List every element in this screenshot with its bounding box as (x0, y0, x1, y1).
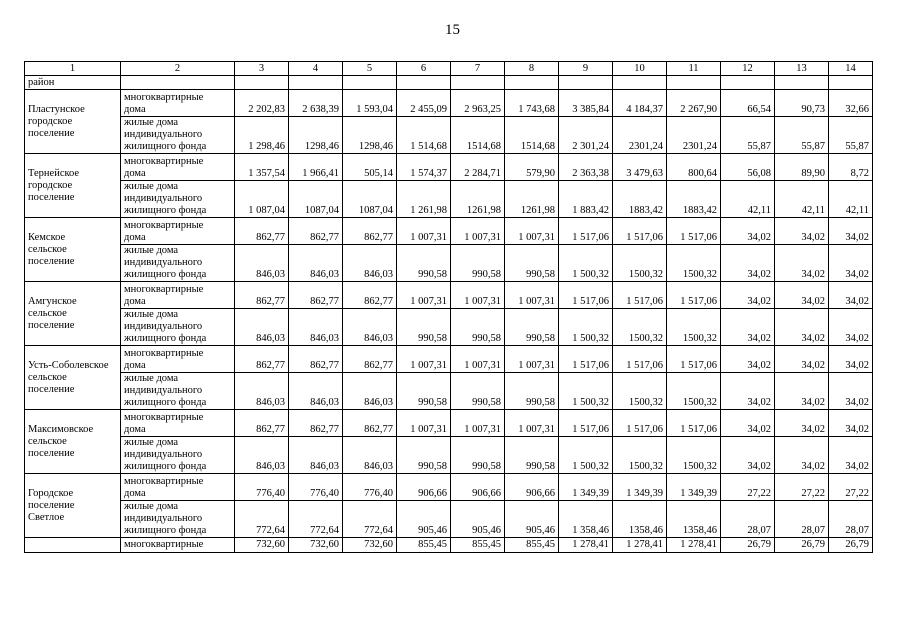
page-number: 15 (445, 22, 460, 38)
value-cell: 34,02 (775, 410, 829, 437)
value-cell: 1 007,31 (451, 346, 505, 373)
value-cell: 990,58 (397, 309, 451, 346)
value-cell: 579,90 (505, 154, 559, 181)
value-cell: 1261,98 (451, 181, 505, 218)
value-cell: 846,03 (289, 437, 343, 474)
value-cell: 1358,46 (613, 501, 667, 538)
value-cell: 1 517,06 (613, 346, 667, 373)
value-cell: 2 638,39 (289, 90, 343, 117)
value-cell: 34,02 (775, 218, 829, 245)
value-cell: 1500,32 (667, 309, 721, 346)
value-cell: 1 500,32 (559, 245, 613, 282)
value-cell: 27,22 (775, 474, 829, 501)
value-cell: 34,02 (829, 245, 873, 282)
value-cell: 1 007,31 (451, 410, 505, 437)
value-cell: 1500,32 (613, 309, 667, 346)
value-cell: 1298,46 (289, 117, 343, 154)
value-cell: 990,58 (397, 437, 451, 474)
table-row (25, 282, 873, 309)
housing-type: многоквартирные дома (121, 410, 235, 437)
value-cell: 34,02 (721, 245, 775, 282)
value-cell: 27,22 (721, 474, 775, 501)
value-cell: 1 517,06 (559, 346, 613, 373)
value-cell: 990,58 (505, 373, 559, 410)
value-cell: 34,02 (775, 437, 829, 474)
table-row (25, 218, 873, 245)
value-cell: 846,03 (289, 245, 343, 282)
value-cell: 1 593,04 (343, 90, 397, 117)
column-header: 8 (505, 62, 559, 76)
value-cell: 846,03 (235, 437, 289, 474)
value-cell: 34,02 (721, 346, 775, 373)
value-cell: 1087,04 (343, 181, 397, 218)
table-row (25, 346, 873, 373)
column-header: 9 (559, 62, 613, 76)
housing-type: жилые дома индивидуального жилищного фонда (121, 181, 235, 218)
column-header: 4 (289, 62, 343, 76)
value-cell: 34,02 (775, 373, 829, 410)
value-cell: 28,07 (721, 501, 775, 538)
housing-type: многоквартирные дома (121, 90, 235, 117)
housing-type: жилые дома индивидуального жилищного фонда (121, 117, 235, 154)
housing-type: жилые дома индивидуального жилищного фонда (121, 501, 235, 538)
value-cell: 1 007,31 (397, 410, 451, 437)
value-cell: 34,02 (721, 437, 775, 474)
value-cell: 1 007,31 (505, 218, 559, 245)
table-row (25, 410, 873, 437)
column-header: 13 (775, 62, 829, 76)
value-cell: 862,77 (289, 410, 343, 437)
value-cell: 1 517,06 (667, 346, 721, 373)
value-cell: 1 007,31 (505, 282, 559, 309)
column-header: 12 (721, 62, 775, 76)
value-cell: 1 007,31 (505, 410, 559, 437)
value-cell: 8,72 (829, 154, 873, 181)
value-cell: 2301,24 (667, 117, 721, 154)
value-cell: 1500,32 (667, 373, 721, 410)
value-cell: 1 087,04 (235, 181, 289, 218)
housing-type: многоквартирные дома (121, 474, 235, 501)
value-cell: 1298,46 (343, 117, 397, 154)
value-cell: 1 517,06 (613, 218, 667, 245)
settlement-name (25, 538, 121, 553)
value-cell: 990,58 (451, 437, 505, 474)
value-cell: 34,02 (775, 282, 829, 309)
value-cell: 28,07 (775, 501, 829, 538)
value-cell: 1 007,31 (451, 218, 505, 245)
value-cell: 4 184,37 (613, 90, 667, 117)
value-cell: 846,03 (235, 245, 289, 282)
value-cell: 1 349,39 (613, 474, 667, 501)
value-cell: 89,90 (775, 154, 829, 181)
column-header: 14 (829, 62, 873, 76)
value-cell: 1500,32 (667, 245, 721, 282)
value-cell: 27,22 (829, 474, 873, 501)
table-row (25, 90, 873, 117)
housing-type: многоквартирные дома (121, 282, 235, 309)
value-cell: 855,45 (451, 538, 505, 553)
value-cell: 55,87 (829, 117, 873, 154)
value-cell: 862,77 (235, 282, 289, 309)
value-cell: 862,77 (235, 346, 289, 373)
table-row (25, 501, 873, 538)
value-cell: 34,02 (829, 373, 873, 410)
column-header: 2 (121, 62, 235, 76)
settlement-name: Максимовское сельское поселение (25, 410, 121, 474)
value-cell: 1 500,32 (559, 373, 613, 410)
value-cell: 26,79 (721, 538, 775, 553)
value-cell: 1 007,31 (397, 282, 451, 309)
value-cell: 862,77 (343, 346, 397, 373)
housing-type: многоквартирные дома (121, 154, 235, 181)
value-cell: 1 517,06 (667, 410, 721, 437)
value-cell: 846,03 (235, 373, 289, 410)
table-row (25, 538, 873, 553)
table-row (25, 245, 873, 282)
value-cell: 2 202,83 (235, 90, 289, 117)
table-row (25, 437, 873, 474)
value-cell: 34,02 (775, 309, 829, 346)
value-cell: 1514,68 (451, 117, 505, 154)
value-cell: 990,58 (505, 245, 559, 282)
value-cell: 862,77 (289, 346, 343, 373)
value-cell: 905,46 (505, 501, 559, 538)
value-cell: 2 284,71 (451, 154, 505, 181)
value-cell: 90,73 (775, 90, 829, 117)
table-row (25, 373, 873, 410)
settlement-name: Кемское сельское поселение (25, 218, 121, 282)
value-cell: 862,77 (289, 282, 343, 309)
value-cell: 56,08 (721, 154, 775, 181)
value-cell: 1 357,54 (235, 154, 289, 181)
column-header: 10 (613, 62, 667, 76)
settlement-name: Пластунское городское поселение (25, 90, 121, 154)
value-cell: 862,77 (343, 282, 397, 309)
value-cell: 32,66 (829, 90, 873, 117)
value-cell: 1514,68 (505, 117, 559, 154)
column-number-row (25, 62, 873, 76)
value-cell: 905,46 (397, 501, 451, 538)
column-header: 7 (451, 62, 505, 76)
table-row (25, 117, 873, 154)
value-cell: 1 517,06 (613, 410, 667, 437)
value-cell: 846,03 (289, 373, 343, 410)
value-cell: 34,02 (721, 410, 775, 437)
value-cell: 1 514,68 (397, 117, 451, 154)
column-header: 6 (397, 62, 451, 76)
value-cell: 846,03 (343, 373, 397, 410)
value-cell: 1 278,41 (667, 538, 721, 553)
value-cell: 34,02 (721, 373, 775, 410)
value-cell: 906,66 (505, 474, 559, 501)
value-cell: 1 298,46 (235, 117, 289, 154)
value-cell: 990,58 (505, 309, 559, 346)
value-cell: 1 517,06 (613, 282, 667, 309)
value-cell: 1 517,06 (559, 282, 613, 309)
value-cell: 905,46 (451, 501, 505, 538)
table-row (25, 309, 873, 346)
column-header: 1 (25, 62, 121, 76)
value-cell: 3 479,63 (613, 154, 667, 181)
column-header: 5 (343, 62, 397, 76)
value-cell: 26,79 (775, 538, 829, 553)
value-cell: 862,77 (235, 218, 289, 245)
value-cell: 1 574,37 (397, 154, 451, 181)
value-cell: 55,87 (775, 117, 829, 154)
value-cell: 2 301,24 (559, 117, 613, 154)
raion-label: район (25, 76, 121, 90)
value-cell: 1 517,06 (559, 218, 613, 245)
value-cell: 55,87 (721, 117, 775, 154)
value-cell: 1261,98 (505, 181, 559, 218)
value-cell: 846,03 (235, 309, 289, 346)
value-cell: 732,60 (235, 538, 289, 553)
housing-type: многоквартирные (121, 538, 235, 553)
housing-type: жилые дома индивидуального жилищного фонда (121, 245, 235, 282)
value-cell: 1 007,31 (397, 346, 451, 373)
value-cell: 990,58 (397, 373, 451, 410)
value-cell: 34,02 (829, 410, 873, 437)
value-cell: 772,64 (235, 501, 289, 538)
value-cell: 1 007,31 (397, 218, 451, 245)
value-cell: 1 883,42 (559, 181, 613, 218)
housing-type: жилые дома индивидуального жилищного фонда (121, 437, 235, 474)
value-cell: 2 363,38 (559, 154, 613, 181)
raion-row (25, 76, 873, 90)
value-cell: 66,54 (721, 90, 775, 117)
housing-type: жилые дома индивидуального жилищного фонда (121, 309, 235, 346)
settlement-name: Городское поселение Светлое (25, 474, 121, 538)
value-cell: 34,02 (829, 282, 873, 309)
table-row (25, 181, 873, 218)
value-cell: 1 349,39 (559, 474, 613, 501)
value-cell: 1 500,32 (559, 437, 613, 474)
value-cell: 1 278,41 (613, 538, 667, 553)
value-cell: 1 517,06 (667, 282, 721, 309)
value-cell: 776,40 (235, 474, 289, 501)
value-cell: 34,02 (721, 309, 775, 346)
value-cell: 855,45 (505, 538, 559, 553)
value-cell: 990,58 (505, 437, 559, 474)
value-cell: 1883,42 (667, 181, 721, 218)
settlement-name: Тернейское городское поселение (25, 154, 121, 218)
value-cell: 42,11 (775, 181, 829, 218)
value-cell: 26,79 (829, 538, 873, 553)
value-cell: 732,60 (343, 538, 397, 553)
value-cell: 732,60 (289, 538, 343, 553)
housing-type: многоквартирные дома (121, 218, 235, 245)
value-cell: 906,66 (451, 474, 505, 501)
value-cell: 42,11 (829, 181, 873, 218)
value-cell: 776,40 (289, 474, 343, 501)
value-cell: 990,58 (451, 309, 505, 346)
value-cell: 1 500,32 (559, 309, 613, 346)
value-cell: 1883,42 (613, 181, 667, 218)
value-cell: 846,03 (343, 437, 397, 474)
table-row (25, 154, 873, 181)
value-cell: 1 261,98 (397, 181, 451, 218)
value-cell: 1500,32 (613, 437, 667, 474)
value-cell: 862,77 (343, 410, 397, 437)
value-cell: 1500,32 (667, 437, 721, 474)
value-cell: 1 517,06 (667, 218, 721, 245)
value-cell: 990,58 (397, 245, 451, 282)
value-cell: 1500,32 (613, 373, 667, 410)
housing-type: многоквартирные дома (121, 346, 235, 373)
value-cell: 2 455,09 (397, 90, 451, 117)
value-cell: 846,03 (343, 245, 397, 282)
housing-type: жилые дома индивидуального жилищного фонда (121, 373, 235, 410)
value-cell: 1358,46 (667, 501, 721, 538)
value-cell: 34,02 (829, 218, 873, 245)
value-cell: 34,02 (721, 282, 775, 309)
value-cell: 34,02 (775, 245, 829, 282)
value-cell: 34,02 (829, 346, 873, 373)
value-cell: 2301,24 (613, 117, 667, 154)
value-cell: 1 007,31 (451, 282, 505, 309)
value-cell: 1 278,41 (559, 538, 613, 553)
value-cell: 3 385,84 (559, 90, 613, 117)
value-cell: 1087,04 (289, 181, 343, 218)
value-cell: 862,77 (343, 218, 397, 245)
value-cell: 846,03 (289, 309, 343, 346)
value-cell: 1500,32 (613, 245, 667, 282)
column-header: 11 (667, 62, 721, 76)
value-cell: 42,11 (721, 181, 775, 218)
value-cell: 1 349,39 (667, 474, 721, 501)
table-row (25, 474, 873, 501)
settlement-name: Амгунское сельское поселение (25, 282, 121, 346)
value-cell: 906,66 (397, 474, 451, 501)
value-cell: 772,64 (343, 501, 397, 538)
value-cell: 772,64 (289, 501, 343, 538)
value-cell: 776,40 (343, 474, 397, 501)
settlement-name: Усть-Соболевское сельское поселение (25, 346, 121, 410)
value-cell: 1 358,46 (559, 501, 613, 538)
column-header: 3 (235, 62, 289, 76)
value-cell: 990,58 (451, 373, 505, 410)
value-cell: 28,07 (829, 501, 873, 538)
value-cell: 1 966,41 (289, 154, 343, 181)
value-cell: 34,02 (721, 218, 775, 245)
value-cell: 34,02 (775, 346, 829, 373)
value-cell: 846,03 (343, 309, 397, 346)
value-cell: 862,77 (235, 410, 289, 437)
value-cell: 855,45 (397, 538, 451, 553)
value-cell: 1 007,31 (505, 346, 559, 373)
value-cell: 1 743,68 (505, 90, 559, 117)
table-body (25, 62, 873, 553)
value-cell: 800,64 (667, 154, 721, 181)
value-cell: 2 963,25 (451, 90, 505, 117)
tariff-table (24, 61, 873, 553)
value-cell: 2 267,90 (667, 90, 721, 117)
value-cell: 1 517,06 (559, 410, 613, 437)
value-cell: 862,77 (289, 218, 343, 245)
value-cell: 34,02 (829, 309, 873, 346)
value-cell: 505,14 (343, 154, 397, 181)
value-cell: 990,58 (451, 245, 505, 282)
value-cell: 34,02 (829, 437, 873, 474)
